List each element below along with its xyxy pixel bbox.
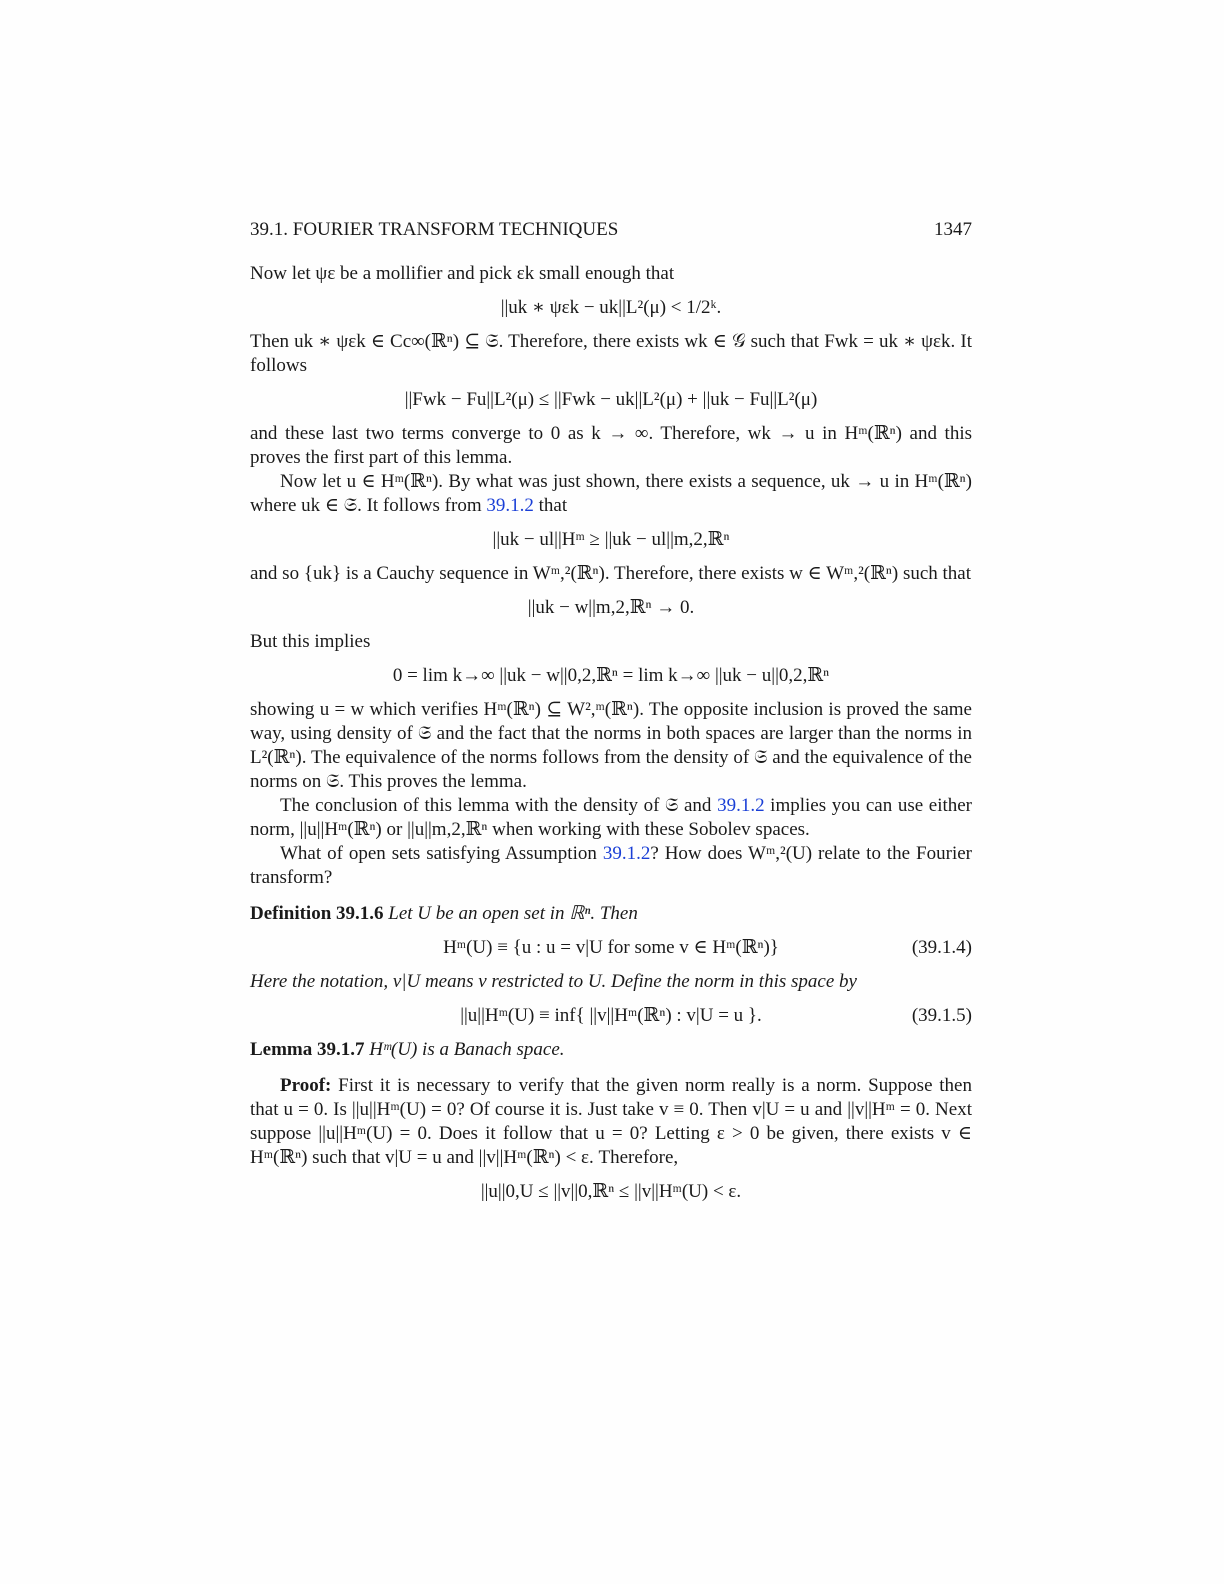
page-number: 1347 bbox=[934, 219, 972, 240]
equation: ||Fwk − Fu||L²(μ) ≤ ||Fwk − uk||L²(μ) + ||uk − Fu||L²(μ) bbox=[404, 389, 818, 410]
text: Now let u ∈ Hᵐ(ℝⁿ). By what was just shown, there exists a sequence, uk → u in Hᵐ(ℝⁿ) where uk ∈ 𝔖. It follows from bbox=[250, 471, 972, 516]
paragraph: and so {uk} is a Cauchy sequence in Wᵐ,²(ℝⁿ). Therefore, there exists w ∈ Wᵐ,²(ℝⁿ) such that bbox=[250, 563, 972, 584]
paragraph bbox=[250, 842, 972, 890]
paragraph bbox=[250, 794, 972, 842]
paragraph: But this implies bbox=[250, 631, 371, 652]
text: that bbox=[533, 495, 568, 516]
definition-text: Here the notation, v|U means v restricted to U. Define the norm in this space by bbox=[250, 971, 857, 992]
equation bbox=[250, 1004, 972, 1028]
cross-reference-link[interactable]: 39.1.2 bbox=[486, 495, 534, 516]
definition-text: Let U be an open set in ℝⁿ. Then bbox=[388, 903, 638, 924]
cross-reference-link[interactable]: 39.1.2 bbox=[602, 843, 651, 864]
equation: ||u||0,U ≤ ||v||0,ℝⁿ ≤ ||v||Hᵐ(U) < ε. bbox=[480, 1181, 742, 1202]
equation-number: (39.1.5) bbox=[911, 1005, 972, 1026]
paragraph bbox=[250, 470, 972, 518]
section-title: 39.1. FOURIER TRANSFORM TECHNIQUES bbox=[250, 219, 619, 240]
text: ? How does Wᵐ,²(U) relate to the Fourier transform? bbox=[250, 843, 972, 888]
text: implies you can use either norm, ||u||Hᵐ(ℝⁿ) or ||u||m,2,ℝⁿ when working with these Sobolev spaces. bbox=[250, 795, 973, 840]
proof bbox=[250, 1074, 972, 1170]
running-header bbox=[250, 218, 972, 242]
definition bbox=[250, 902, 972, 926]
text: What of open sets satisfying Assumption bbox=[280, 843, 603, 864]
page bbox=[250, 218, 972, 1214]
equation-body: ||u||Hᵐ(U) ≡ inf{ ||v||Hᵐ(ℝⁿ) : v|U = u }. bbox=[460, 1005, 762, 1026]
cross-reference-link[interactable]: 39.1.2 bbox=[717, 795, 765, 816]
proof-text: First it is necessary to verify that the given norm really is a norm. Suppose then that u = 0. Is ||u||Hᵐ(U) = 0? Of course it is. Just take v ≡ 0. Then v|U = u and ||v||Hᵐ = 0. Next suppose ||u||Hᵐ(U) = 0. Does it follow that u = 0? Letting ε > 0 be given, there exists v ∈ Hᵐ(ℝⁿ) such that v|U = u and ||v||Hᵐ(ℝⁿ) < ε. Therefore, bbox=[250, 1075, 972, 1168]
paragraph: Now let ψε be a mollifier and pick εk small enough that bbox=[250, 263, 675, 284]
equation bbox=[250, 936, 972, 960]
paragraph: showing u = w which verifies Hᵐ(ℝⁿ) ⊆ W²,ᵐ(ℝⁿ). The opposite inclusion is proved the same way, using density of 𝔖 and the fact that the norms in both spaces are larger than the norms in L²(ℝⁿ). The equivalence of the norms follows from the density of 𝔖 and the equivalence of the norms on 𝔖. This proves the lemma. bbox=[250, 699, 972, 792]
equation: ||uk − w||m,2,ℝⁿ → 0. bbox=[527, 597, 695, 618]
paragraph: Then uk ∗ ψεk ∈ Cc∞(ℝⁿ) ⊆ 𝔖. Therefore, there exists wk ∈ 𝒢 such that Fwk = uk ∗ ψεk. It follows bbox=[250, 331, 972, 376]
text: The conclusion of this lemma with the density of 𝔖 and bbox=[280, 795, 718, 816]
lemma-text: Hᵐ(U) is a Banach space. bbox=[369, 1039, 565, 1060]
definition-label: Definition 39.1.6 bbox=[250, 903, 384, 924]
proof-label: Proof: bbox=[280, 1075, 332, 1096]
lemma-label: Lemma 39.1.7 bbox=[250, 1039, 365, 1060]
equation: ||uk ∗ ψεk − uk||L²(μ) < 1/2ᵏ. bbox=[500, 297, 722, 318]
equation-body: Hᵐ(U) ≡ {u : u = v|U for some v ∈ Hᵐ(ℝⁿ)} bbox=[443, 937, 779, 958]
equation: ||uk − ul||Hᵐ ≥ ||uk − ul||m,2,ℝⁿ bbox=[492, 529, 730, 550]
paragraph: and these last two terms converge to 0 as k → ∞. Therefore, wk → u in Hᵐ(ℝⁿ) and this proves the first part of this lemma. bbox=[250, 423, 972, 468]
lemma bbox=[250, 1038, 972, 1062]
equation-number: (39.1.4) bbox=[911, 937, 972, 958]
equation: 0 = lim k→∞ ||uk − w||0,2,ℝⁿ = lim k→∞ ||uk − u||0,2,ℝⁿ bbox=[392, 665, 830, 686]
